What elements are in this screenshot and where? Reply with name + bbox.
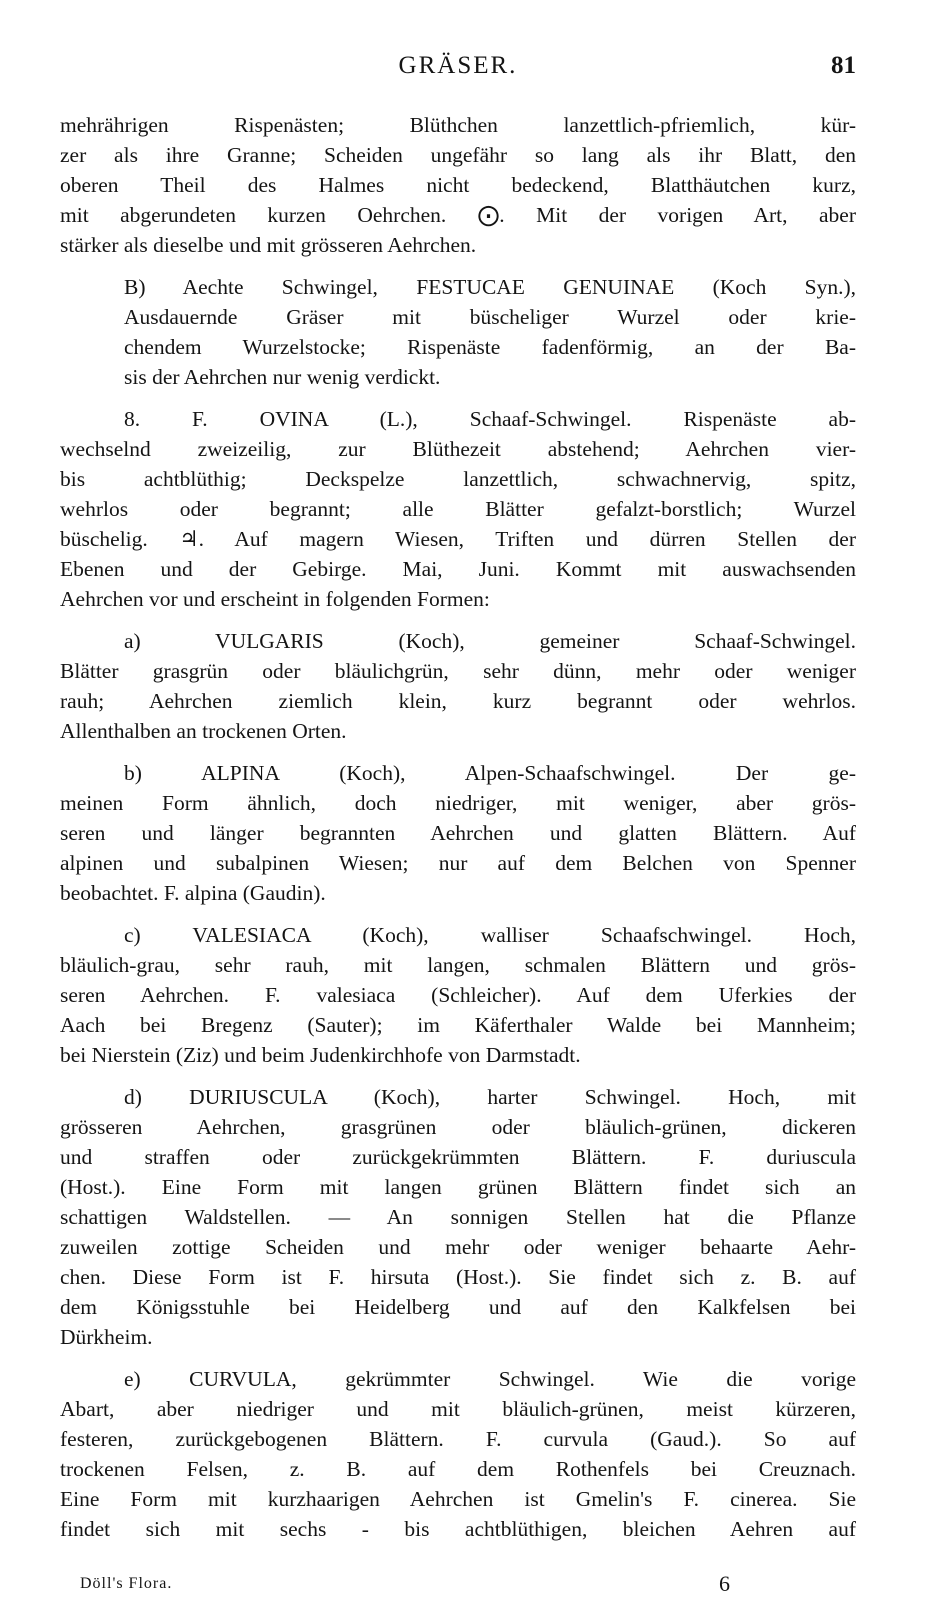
text-line: chen. Diese Form ist F. hirsuta (Host.). Sie findet sich z. B. auf: [60, 1265, 856, 1289]
text-line: 8. F. OVINA (L.), Schaaf-Schwingel. Rispenäste ab-: [124, 407, 856, 431]
page-footer: [80, 1571, 730, 1603]
text-line: festeren, zurückgebogenen Blättern. F. curvula (Gaud.). So auf: [60, 1427, 856, 1451]
text-body: [60, 110, 856, 1544]
footer-signature: Döll's Flora.: [80, 1575, 173, 1592]
text-line: bei Nierstein (Ziz) und beim Judenkirchhofe von Darmstadt.: [60, 1043, 581, 1067]
text-line: c) VALESIACA (Koch), walliser Schaafschwingel. Hoch,: [124, 923, 856, 947]
paragraph-p3: [60, 404, 856, 614]
page-header: [60, 52, 856, 92]
text-line: Dürkheim.: [60, 1325, 153, 1349]
paragraph-p4: [60, 626, 856, 746]
text-line: dem Königsstuhle bei Heidelberg und auf den Kalkfelsen bei: [60, 1295, 856, 1319]
running-title: GRÄSER.: [398, 52, 518, 79]
text-line: oberen Theil des Halmes nicht bedeckend, Blatthäutchen kurz,: [60, 173, 856, 197]
paragraph-p6: [60, 920, 856, 1070]
text-line: Abart, aber niedriger und mit bläulich-grünen, meist kürzeren,: [60, 1397, 856, 1421]
text-line: d) DURIUSCULA (Koch), harter Schwingel. Hoch, mit: [124, 1085, 856, 1109]
text-line: sis der Aehrchen nur wenig verdickt.: [124, 365, 441, 389]
text-line: wehrlos oder begrannt; alle Blätter gefalzt-borstlich; Wurzel: [60, 497, 856, 521]
text-line: mit abgerundeten kurzen Oehrchen. ⨀. Mit der vorigen Art, aber: [60, 203, 856, 227]
paragraph-p8: [60, 1364, 856, 1544]
text-line: Ausdauernde Gräser mit büscheliger Wurzel oder krie-: [124, 305, 856, 329]
paragraph-p1: [60, 110, 856, 260]
text-line: mehrährigen Rispenästen; Blüthchen lanzettlich-pfriemlich, kür-: [60, 113, 856, 137]
text-line: Aach bei Bregenz (Sauter); im Käferthaler Walde bei Mannheim;: [60, 1013, 856, 1037]
text-line: seren und länger begrannten Aehrchen und glatten Blättern. Auf: [60, 821, 856, 845]
text-line: findet sich mit sechs - bis achtblüthigen, bleichen Aehren auf: [60, 1517, 856, 1541]
text-line: Eine Form mit kurzhaarigen Aehrchen ist Gmelin's F. cinerea. Sie: [60, 1487, 856, 1511]
text-line: zuweilen zottige Scheiden und mehr oder weniger behaarte Aehr-: [60, 1235, 856, 1259]
text-line: rauh; Aehrchen ziemlich klein, kurz begrannt oder wehrlos.: [60, 689, 856, 713]
text-line: B) Aechte Schwingel, FESTUCAE GENUINAE (Koch Syn.),: [124, 275, 856, 299]
text-line: Blätter grasgrün oder bläulichgrün, sehr dünn, mehr oder weniger: [60, 659, 856, 683]
text-line: meinen Form ähnlich, doch niedriger, mit weniger, aber grös-: [60, 791, 856, 815]
paragraph-p2: [60, 272, 856, 392]
text-line: alpinen und subalpinen Wiesen; nur auf dem Belchen von Spenner: [60, 851, 856, 875]
text-line: büschelig. ♃. Auf magern Wiesen, Triften und dürren Stellen der: [60, 527, 856, 551]
paragraph-p7: [60, 1082, 856, 1352]
text-line: und straffen oder zurückgekrümmten Blättern. F. duriuscula: [60, 1145, 856, 1169]
text-line: grösseren Aehrchen, grasgrünen oder bläulich-grünen, dickeren: [60, 1115, 856, 1139]
text-line: zer als ihre Granne; Scheiden ungefähr so lang als ihr Blatt, den: [60, 143, 856, 167]
text-line: wechselnd zweizeilig, zur Blüthezeit abstehend; Aehrchen vier-: [60, 437, 856, 461]
footer-sheet-number: 6: [719, 1571, 730, 1596]
text-line: Ebenen und der Gebirge. Mai, Juni. Kommt mit auswachsenden: [60, 557, 856, 581]
text-line: Allenthalben an trockenen Orten.: [60, 719, 347, 743]
page-number: 81: [831, 52, 856, 79]
text-line: stärker als dieselbe und mit grösseren Aehrchen.: [60, 233, 477, 257]
text-line: trockenen Felsen, z. B. auf dem Rothenfels bei Creuznach.: [60, 1457, 856, 1481]
text-line: seren Aehrchen. F. valesiaca (Schleicher). Auf dem Uferkies der: [60, 983, 856, 1007]
text-line: Aehrchen vor und erscheint in folgenden Formen:: [60, 587, 490, 611]
text-line: b) ALPINA (Koch), Alpen-Schaafschwingel. Der ge-: [124, 761, 856, 785]
text-line: a) VULGARIS (Koch), gemeiner Schaaf-Schwingel.: [124, 629, 856, 653]
text-line: bis achtblüthig; Deckspelze lanzettlich, schwachnervig, spitz,: [60, 467, 856, 491]
text-line: beobachtet. F. alpina (Gaudin).: [60, 881, 326, 905]
text-line: schattigen Waldstellen. — An sonnigen Stellen hat die Pflanze: [60, 1205, 856, 1229]
text-line: (Host.). Eine Form mit langen grünen Blättern findet sich an: [60, 1175, 856, 1199]
text-line: chendem Wurzelstocke; Rispenäste fadenförmig, an der Ba-: [124, 335, 856, 359]
text-line: bläulich-grau, sehr rauh, mit langen, schmalen Blättern und grös-: [60, 953, 856, 977]
paragraph-p5: [60, 758, 856, 908]
text-line: e) CURVULA, gekrümmter Schwingel. Wie die vorige: [124, 1367, 856, 1391]
